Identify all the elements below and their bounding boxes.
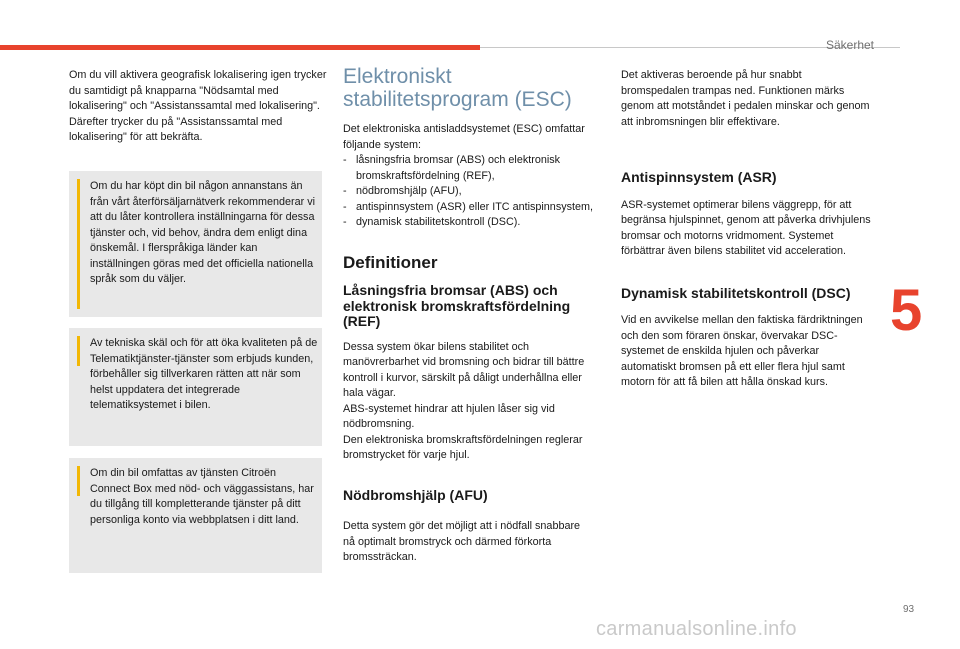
dsc-heading: Dynamisk stabilitetskontroll (DSC) (621, 284, 851, 301)
header-accent-bar (0, 45, 480, 50)
note-marker (77, 336, 80, 366)
abs-paragraph: ABS-systemet hindrar att hjulen låser sig vid nödbromsning. (343, 402, 555, 430)
dsc-paragraph: Vid en avvikelse mellan den faktiska färdriktningen och den som föraren önskar, övervakar DSC-systemet de enskilda hjulen och påverkar automatiskt bromsen på ett eller flera hjul samt motorn för att få bilen att hålla önskad kurs. (621, 314, 863, 388)
abs-heading: Låsningsfria bromsar (ABS) och elektronisk bromskraftsfördelning (REF) (343, 282, 571, 329)
note-text: Av tekniska skäl och för att öka kvaliteten på de Telematiktjänster-tjänster som erbjuds kunden, förbehåller sig tillverkaren rätten att när som helst uppdatera det integrerade telematiksystemet i bilen. (90, 337, 318, 411)
esc-title: Elektroniskt stabilitetsprogram (ESC) (343, 65, 572, 111)
asr-heading: Antispinnsystem (ASR) (621, 169, 777, 185)
info-note (69, 171, 322, 317)
note-text: Om din bil omfattas av tjänsten Citroën Connect Box med nöd- och väggassistans, har du tillgång till kompletterande tjänster på ditt personliga konto via webbplatsen i ditt land. (90, 467, 314, 526)
chapter-number: 5 (890, 278, 923, 343)
note-text: Om du har köpt din bil någon annanstans än från vårt återförsäljarnätverk rekommenderar vi att du låter kontrollera inställningarna för dessa tjänster och, vid behov, ändra dem enligt dina önskemål. I flerspråkiga länder kan inställningen göras med det officiella nationella språk som du väljer. (90, 180, 316, 285)
list-item: - dynamisk stabilitetskontroll (DSC). (343, 215, 593, 231)
column-1 (69, 68, 327, 146)
section-title: Säkerhet (825, 38, 874, 52)
info-note (69, 458, 322, 573)
note-marker (77, 466, 80, 496)
asr-paragraph: ASR-systemet optimerar bilens väggrepp, för att begränsa hjulspinnet, genom att påverka drivhjulens bromsar och motorns vridmoment. Systemet förbättrar även bilens stabilitet vid acceleration. (621, 198, 871, 257)
list-item: - antispinnsystem (ASR) eller ITC antispinnsystem, (343, 200, 593, 216)
column-3 (621, 68, 871, 391)
afu-continued-paragraph: Det aktiveras beroende på hur snabbt bromspedalen trampas ned. Funktionen märks genom att motståndet i pedalen minskar och genom att inbromsningen blir effektivare. (621, 69, 870, 128)
watermark: carmanualsonline.info (596, 618, 797, 640)
abs-paragraph: Dessa system ökar bilens stabilitet och manövrerbarhet vid bromsning och bidrar till bättre kontroll i kurvor, särskilt på dåligt underhållna eller hala vägar. (343, 340, 585, 399)
page-number: 93 (903, 604, 915, 615)
list-item: - låsningsfria bromsar (ABS) och elektronisk bromskraftsfördelning (REF), (343, 153, 593, 184)
abs-paragraph: Den elektroniska bromskraftsfördelningen reglerar bromstrycket för varje hjul. (343, 433, 583, 461)
afu-heading: Nödbromshjälp (AFU) (343, 486, 488, 503)
column-2 (343, 65, 593, 566)
afu-paragraph: Detta system gör det möjligt att i nödfall snabbare nå optimalt bromstryck och därmed förkorta bromssträckan. (343, 520, 581, 563)
info-note (69, 328, 322, 446)
list-item: - nödbromshjälp (AFU), (343, 184, 593, 200)
intro-paragraph: Om du vill aktivera geografisk lokalisering igen trycker du samtidigt på knapparna "Nödsamtal med lokalisering" och "Assistanssamtal med lokalisering". Därefter trycker du på "Assistanssamtal med lokalisering" för att bekräfta. (69, 69, 327, 143)
esc-intro: Det elektroniska antisladdsystemet (ESC) omfattar följande system: (343, 123, 585, 151)
definitions-heading: Definitioner (343, 252, 438, 272)
note-marker (77, 179, 80, 309)
esc-system-list (343, 153, 593, 231)
